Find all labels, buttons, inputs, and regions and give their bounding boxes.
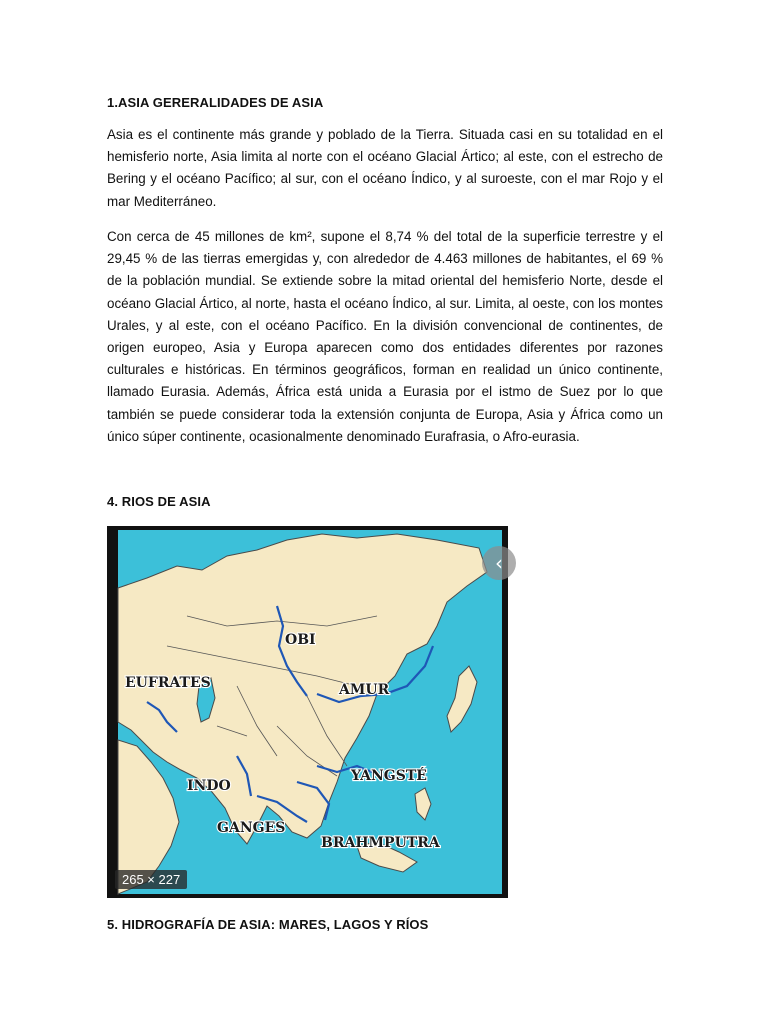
asia-rivers-map xyxy=(107,526,508,898)
paragraph-asia-extension: Con cerca de 45 millones de km², supone el 8,74 % del total de la superficie terrestre y el 29,45 % de las tierras emergidas y, con alrededor de 4.463 millones de habitantes, el 69 % de la población mundial. Se extiende sobre la mitad oriental del hemisferio Norte, desde el océano Glacial Ártico, al norte, hasta el océano Índico, al sur. Limita, al oeste, con los montes Urales, y al este, con el océano Pacífico. En la división convencional de continentes, de origen europeo, Asia y Europa aparecen como dos entidades diferentes por razones culturales e históricas. En términos geográficos, forman en realidad un único continente, llamado Eurasia. Además, África está unida a Eurasia por el istmo de Suez por lo que también se puede considerar toda la extensión conjunta de Europa, Asia y África como un único súper continente, ocasionalmente denominado Eurafrasia, o Afro-eurasia. xyxy=(107,229,663,444)
map-illustration xyxy=(107,526,508,898)
label-ganges: GANGES xyxy=(217,820,286,836)
label-obi: OBI xyxy=(285,632,316,648)
label-eufrates: EUFRATES xyxy=(125,675,211,691)
paragraph-asia-intro: Asia es el continente más grande y poblado de la Tierra. Situada casi en su totalidad en el hemisferio norte, Asia limita al norte con el océano Glacial Ártico; al este, con el estrecho de Bering y el océano Pacífico; al sur, con el océano Índico, y al suroeste, con el mar Rojo y el mar Mediterráneo. xyxy=(107,127,663,209)
heading-rios-de-asia: 4. RIOS DE ASIA xyxy=(107,494,211,509)
label-yangste: YANGSTÉ xyxy=(351,768,427,784)
heading-asia-generalidades: 1.ASIA GERERALIDADES DE ASIA xyxy=(107,95,324,110)
label-brahmputra: BRAHMPUTRA xyxy=(321,835,440,851)
image-size-badge: 265 × 227 xyxy=(115,870,187,889)
chevron-left-icon[interactable]: ‹ xyxy=(482,546,516,580)
label-amur: AMUR xyxy=(339,682,390,698)
label-indo: INDO xyxy=(187,778,231,794)
heading-hidrografia-de-asia: 5. HIDROGRAFÍA DE ASIA: MARES, LAGOS Y RÍOS xyxy=(107,917,429,932)
